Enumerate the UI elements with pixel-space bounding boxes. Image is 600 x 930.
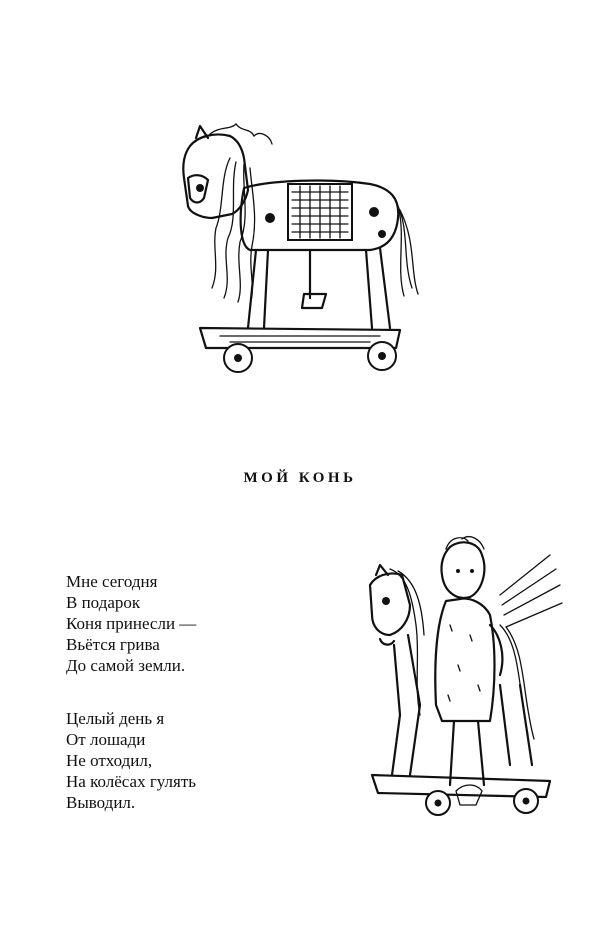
- boy-figure: [435, 537, 562, 785]
- poem-line: На колёсах гулять: [66, 772, 197, 791]
- poem-line: Не отходил,: [66, 751, 153, 770]
- horse-head: [183, 126, 248, 218]
- poem-line: В подарок: [66, 593, 141, 612]
- poem-line: Мне сегодня: [66, 572, 158, 591]
- poem-line: От лошади: [66, 730, 146, 749]
- stanza-1: [66, 571, 196, 676]
- poem-line: До самой земли.: [66, 656, 186, 675]
- horse-legs: [248, 248, 390, 328]
- horse-tail: [396, 202, 418, 296]
- poem-line: Вьётся грива: [66, 635, 160, 654]
- stanza-2: [66, 708, 196, 813]
- poem-title: МОЙ КОНЬ: [243, 470, 357, 486]
- poem-line: Коня принесли —: [66, 614, 197, 633]
- poem-line: Целый день я: [66, 709, 165, 728]
- poem-line: Выводил.: [66, 793, 136, 812]
- toy-horse-illustration: [160, 118, 420, 388]
- horse-body: [241, 181, 399, 250]
- horse-platform: [372, 775, 550, 815]
- boy-with-horse-illustration: [350, 535, 580, 825]
- horse-platform: [200, 328, 400, 372]
